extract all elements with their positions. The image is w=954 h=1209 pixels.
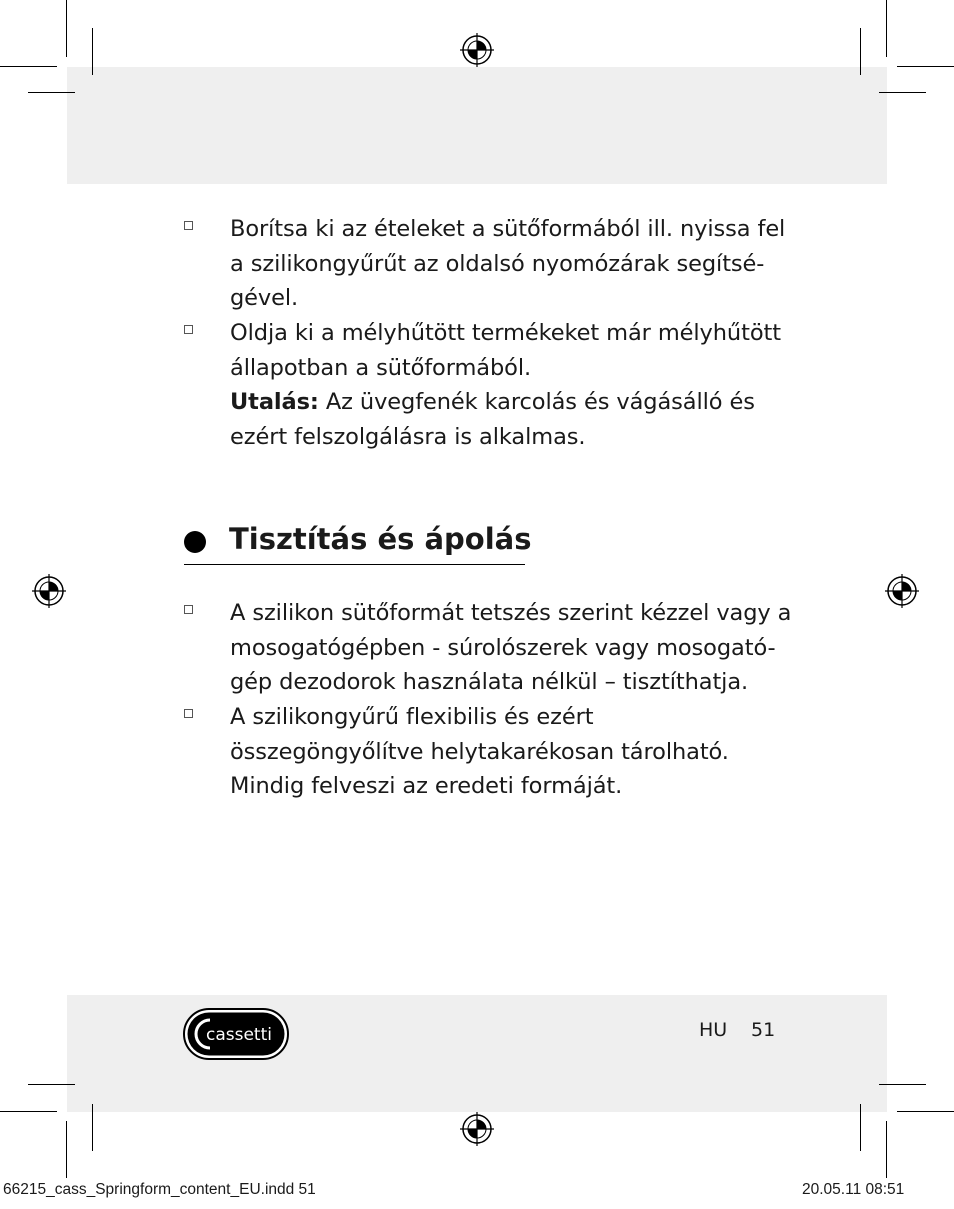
- checkbox-bullet-icon: [184, 221, 193, 230]
- note-line-1: Utalás: Az üvegfenék karcolás és vágásálló és: [230, 389, 755, 415]
- section-heading: [184, 518, 532, 565]
- file-info: 66215_cass_Springform_content_EU.indd 51: [3, 1181, 316, 1198]
- list-item: [184, 316, 804, 454]
- page-number: 51: [751, 1019, 776, 1041]
- list-item: [184, 212, 804, 316]
- list-item: [184, 700, 804, 804]
- section-title: Tisztítás és ápolás: [229, 522, 532, 556]
- checkbox-bullet-icon: [184, 605, 193, 614]
- registration-mark-icon: [460, 1112, 494, 1146]
- list-item-text: A szilikongyűrű flexibilis és ezért összegöngyőlítve helytakarékosan tárolható. Mindig felveszi az eredeti formáját.: [230, 704, 729, 799]
- registration-mark-icon: [885, 574, 919, 608]
- header-band: [67, 67, 887, 184]
- note-line-2: ezért felszolgálásra is alkalmas.: [230, 423, 586, 450]
- registration-mark-icon: [460, 33, 494, 67]
- list-item-text: A szilikon sütőformát tetszés szerint kézzel vagy a mosogatógépben - súrolószerek vagy mosogató- gép dezodorok használata nélkül – tisztíthatja.: [230, 600, 792, 695]
- list-item-text: Borítsa ki az ételeket a sütőformából ill. nyissa fel a szilikongyűrűt az oldalsó nyomózárak segítsé- gével.: [230, 216, 786, 311]
- list-item: [184, 596, 804, 700]
- registration-mark-icon: [32, 574, 66, 608]
- bullet-dot-icon: [184, 531, 206, 553]
- logo-text: cassetti: [206, 1025, 272, 1045]
- list-item-text: Oldja ki a mélyhűtött termékeket már mélyhűtött állapotban a sütőformából. Utalás: Az üvegfenék karcolás és vágásálló és ezért felszolgálásra is alkalmas.: [230, 316, 804, 454]
- note-label: Utalás:: [230, 389, 319, 415]
- cassetti-logo: [183, 1008, 289, 1060]
- checkbox-bullet-icon: [184, 709, 193, 718]
- checkbox-bullet-icon: [184, 325, 193, 334]
- date-time: 20.05.11 08:51: [802, 1181, 905, 1198]
- language-code: HU: [699, 1019, 728, 1041]
